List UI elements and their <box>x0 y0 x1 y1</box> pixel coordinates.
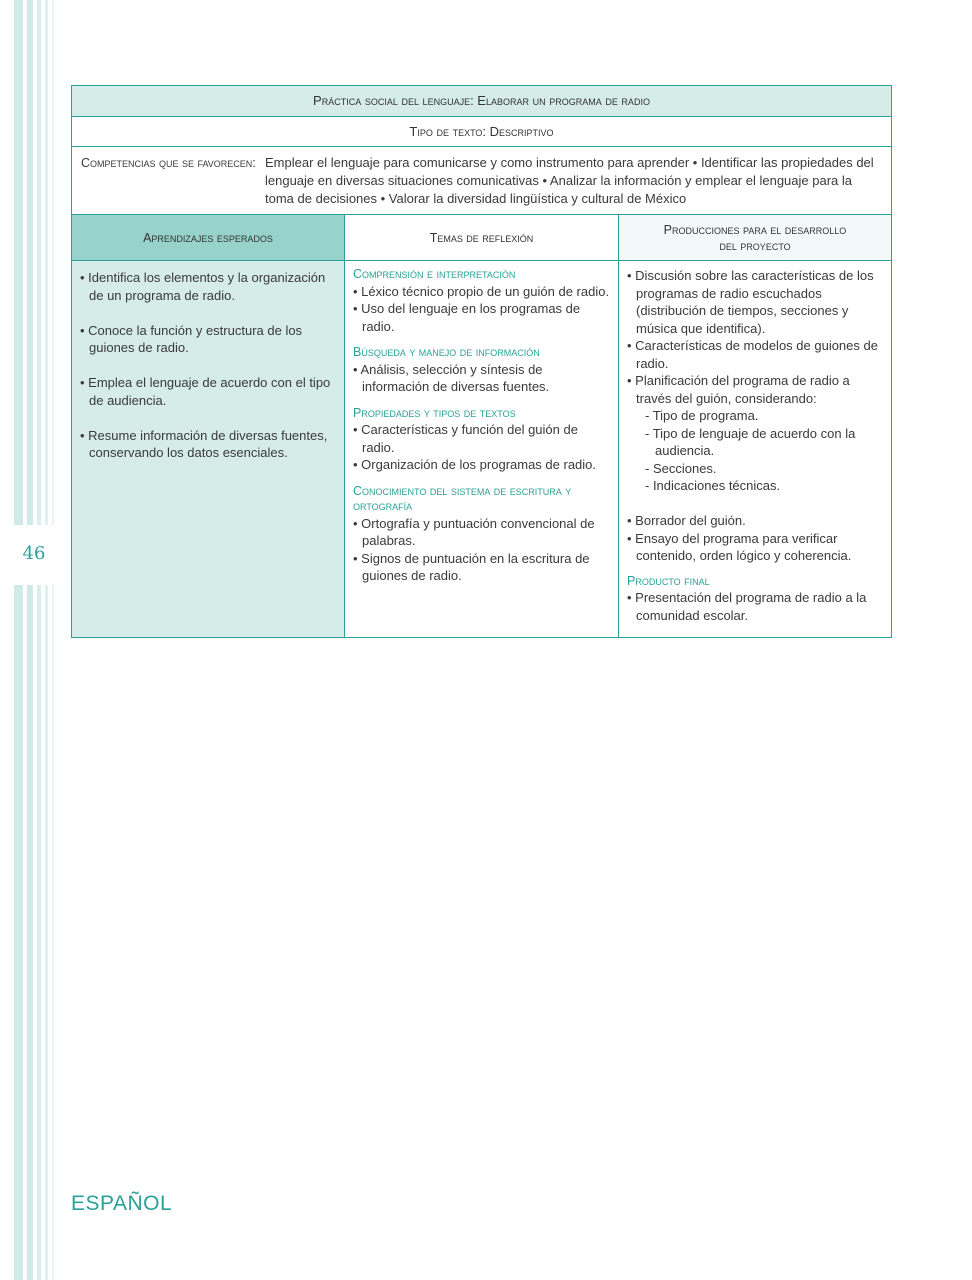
aprendizajes-body <box>72 261 344 637</box>
temas-header <box>345 215 618 261</box>
text-type: Tipo de texto: Descriptivo <box>409 124 554 139</box>
aprendizajes-column <box>72 215 345 637</box>
table-title: Práctica social del lenguaje: Elaborar un programa de radio <box>313 93 650 108</box>
temas-section <box>353 267 610 335</box>
list-item: • Presentación del programa de radio a la comunidad escolar. <box>627 590 867 623</box>
list-item: • Borrador del guión. <box>627 513 746 528</box>
temas-header-label: Temas de reflexión <box>429 230 534 245</box>
subject-label: ESPAÑOL <box>71 1192 173 1215</box>
columns-row <box>72 215 891 637</box>
producciones-column <box>619 215 891 637</box>
list-item: • Discusión sobre las características de los programas de radio escuchados (distribución de tiempos, secciones y música que identifica). <box>627 268 874 336</box>
sub-item: - Tipo de lenguaje de acuerdo con la audiencia. <box>645 425 856 458</box>
list-item: • Léxico técnico propio de un guión de radio. <box>353 283 610 299</box>
producciones-header-line2: del proyecto <box>719 238 791 253</box>
list-item: • Ensayo del programa para verificar contenido, orden lógico y coherencia. <box>627 530 852 563</box>
table-title-row <box>72 86 891 117</box>
text-type-row <box>72 117 891 147</box>
sub-item: - Indicaciones técnicas. <box>645 478 781 493</box>
aprendizajes-header <box>72 215 344 261</box>
page-number: 46 <box>22 543 46 564</box>
temas-column <box>345 215 619 637</box>
producciones-header <box>619 215 891 261</box>
temas-section <box>353 345 610 396</box>
temas-section <box>353 484 610 585</box>
temas-body <box>345 261 618 637</box>
competencias-text: Emplear el lenguaje para comunicarse y como instrumento para aprender • Identificar las propiedades del lenguaje en diversas situaciones comunicativas • Analizar la información y emplear el lenguaje para la toma de decisiones • Valorar la diversidad lingüística y cultural de México <box>265 155 874 206</box>
aprendizajes-header-label: Aprendizajes esperados <box>143 230 273 245</box>
list-item: • Signos de puntuación en la escritura de guiones de radio. <box>353 550 590 583</box>
section-title: Búsqueda y manejo de información <box>353 345 540 359</box>
list-item: • Análisis, selección y síntesis de información de diversas fuentes. <box>353 361 550 394</box>
competencias-row <box>72 147 891 215</box>
section-title: Producto final <box>627 573 710 588</box>
producciones-header-line1: Producciones para el desarrollo <box>663 222 847 237</box>
list-item: • Uso del lenguaje en los programas de radio. <box>353 301 581 334</box>
sub-item: - Tipo de programa. <box>645 408 759 423</box>
list-item: • Organización de los programas de radio. <box>353 457 597 472</box>
curriculum-table <box>71 85 892 638</box>
list-item: • Características de modelos de guiones de radio. <box>627 338 878 371</box>
list-item: • Emplea el lenguaje de acuerdo con el tipo de audiencia. <box>80 375 331 408</box>
sub-item: - Secciones. <box>645 460 717 476</box>
list-item: • Conoce la función y estructura de los guiones de radio. <box>80 322 303 355</box>
section-title: Conocimiento del sistema de escritura y ortografía <box>353 483 572 513</box>
temas-section <box>353 406 610 474</box>
competencias-label: Competencias que se favorecen: <box>81 156 256 170</box>
list-item: • Resume información de diversas fuentes, conservando los datos esenciales. <box>80 427 328 460</box>
producciones-body <box>619 261 891 637</box>
list-item: • Identifica los elementos y la organización de un programa de radio. <box>80 270 326 303</box>
section-title: Propiedades y tipos de textos <box>353 405 516 420</box>
list-item: • Planificación del programa de radio a través del guión, considerando: <box>627 373 850 406</box>
section-title: Comprensión e interpretación <box>353 267 516 281</box>
list-item: • Características y función del guión de radio. <box>353 422 578 455</box>
list-item: • Ortografía y puntuación convencional de palabras. <box>353 515 595 548</box>
